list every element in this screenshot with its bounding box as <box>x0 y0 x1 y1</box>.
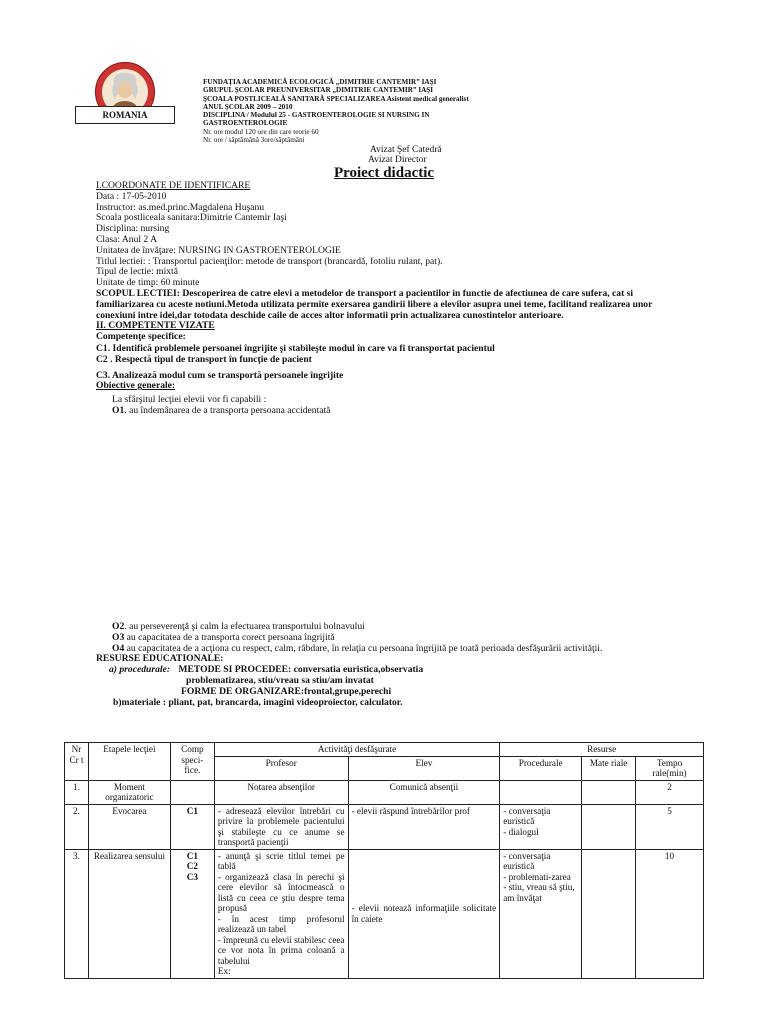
header-line: GASTROENTEROLOGIE <box>203 119 288 128</box>
header-line: ANUL ŞCOLAR 2009 – 2010 <box>203 102 293 111</box>
cell-profesor: - adresează elevilor întrebări cu privire la problemele pacientului şi stabileşte cu ce anume se transportă pacienţii <box>214 804 348 849</box>
info-line: Disciplina: nursing <box>96 223 170 235</box>
resurse-heading: RESURSE EDUCATIONALE: <box>96 653 224 665</box>
header-nr: Nr Cr t <box>65 743 89 781</box>
cell-elev: - elevii notează informaţiile solicitate în caiete <box>348 849 500 978</box>
table-row <box>65 780 704 804</box>
avizat-sef-catedra: Avizat Şef Catedră <box>370 145 442 155</box>
section-heading: II. COMPETENTE VIZATE <box>96 320 215 332</box>
info-line: Unitate de timp: 60 minute <box>96 277 200 289</box>
romania-banner: ROMANIA <box>75 106 175 124</box>
objective-o4: O4 au capacitatea de a acţiona cu respect, calm, răbdare, în relaţia cu persoana îngrijită pe toată perioada desfăşurării activităţii. <box>112 642 603 654</box>
header-materiale: Mate riale <box>582 756 636 780</box>
cell-procedurale: - conversaţia euristică - dialogul <box>500 804 582 849</box>
cell-nr: 1. <box>65 780 89 804</box>
identification-section <box>96 181 696 417</box>
competence-c3: C3. Analizează modul cum se transportă persoanele îngrijite <box>96 369 344 381</box>
table-row <box>65 849 704 978</box>
obiective-label: Obiective generale: <box>96 380 176 392</box>
header-line: GRUPUL ŞCOLAR PREUNIVERSITAR „DIMITRIE CANTEMIR” IAŞI <box>203 86 434 95</box>
objective-o2: O2. au perseverenţă şi calm la efectuarea transportului bolnavului <box>112 621 365 632</box>
header-resurse: Resurse <box>500 743 704 757</box>
cell-tempo: 5 <box>636 804 704 849</box>
table-row <box>65 804 704 849</box>
cell-materiale <box>582 780 636 804</box>
cell-etapa: Realizarea sensului <box>88 849 170 978</box>
header-activitati: Activităţi desfăşurate <box>214 743 499 757</box>
section-heading: I.COORDONATE DE IDENTIFICARE <box>96 180 251 191</box>
header-profesor: Profesor <box>214 756 348 780</box>
competence-c1: C1. Identifică problemele persoanei îngrijite şi stabileşte modul în care va fi transportat pacientul <box>96 342 495 354</box>
procedurale-line: a) procedurale: METODE SI PROCEDEE: conversatia euristica,observatia <box>109 664 424 676</box>
cell-etapa: Evocarea <box>88 804 170 849</box>
cell-procedurale: - conversaţia euristică - problemati-zarea - stiu, vreau să ştiu, am învăţat <box>500 849 582 978</box>
info-line: Instructor: as.med.princ.Magdalena Huşanu <box>96 201 265 213</box>
objectives-continued <box>96 622 696 708</box>
lesson-plan-table <box>64 742 704 979</box>
objective-o1: O1. au îndemânarea de a transporta persoana accidentată <box>112 404 331 416</box>
cell-comp: C1 C2 C3 <box>170 849 214 978</box>
cell-comp <box>170 780 214 804</box>
cell-materiale <box>582 804 636 849</box>
metode-line-2: problematizarea, stiu/vreau sa stiu/am invatat <box>186 674 374 686</box>
cell-profesor: Notarea absenţilor <box>214 780 348 804</box>
school-logo <box>75 62 190 132</box>
header-tempo: Tempo rale(min) <box>636 756 704 780</box>
cell-elev: Comunică absenţii <box>348 780 500 804</box>
objective-o3: O3 au capacitatea de a transporta corect persoana îngrijită <box>112 631 335 643</box>
info-line: Data : 17-05-2010 <box>96 190 167 202</box>
info-line: Clasa: Anul 2 A <box>96 233 158 245</box>
cell-materiale <box>582 849 636 978</box>
header-line: Nr. ore modul 120 ore din care teorie 60 <box>203 127 319 136</box>
competente-label: Competenţe specifice: <box>96 331 186 343</box>
cell-elev: - elevii răspund întrebărilor prof <box>348 804 500 849</box>
cell-tempo: 2 <box>636 780 704 804</box>
info-line: Unitatea de învăţare: NURSING IN GASTROENTEROLOGIE <box>96 244 341 256</box>
materiale-line: b)materiale : pliant, pat, brancarda, imagini videoproiector, calculator. <box>113 696 403 708</box>
forme-organizare: FORME DE ORGANIZARE:frontal,grupe,perechi <box>181 685 392 697</box>
avizat-director: Avizat Director <box>368 155 427 165</box>
cell-nr: 2. <box>65 804 89 849</box>
header-line: DISCIPLINA / Modulul 25 - GASTROENTEROLOGIE SI NURSING IN <box>203 111 430 120</box>
header-procedurale: Procedurale <box>500 756 582 780</box>
cell-comp: C1 <box>170 804 214 849</box>
cell-nr: 3. <box>65 849 89 978</box>
header-line: ŞCOALA POSTLICEALĂ SANITARĂ SPECIALIZAREA Asistent medical generalist <box>203 94 469 103</box>
info-line: Scoala postliceala sanitara:Dimitrie Cantemir Iaşi <box>96 212 287 224</box>
page-title: Proiect didactic <box>333 165 435 181</box>
competence-c2: C2 . Respectă tipul de transport în funcţie de pacient <box>96 353 312 365</box>
header-elev: Elev <box>348 756 500 780</box>
cell-etapa: Moment organizatoric <box>88 780 170 804</box>
info-line: Titlul lectiei: : Transportul pacienţilor: metode de transport (brancardă, fotoliu rulant, pat). <box>96 255 443 267</box>
cell-procedurale <box>500 780 582 804</box>
header-etape: Etapele lecţiei <box>88 743 170 781</box>
header-line: Nr. ore / săptămână 3ore/săptămâni <box>203 136 305 145</box>
cell-profesor: - anunţă şi scrie titlul temei pe tablă - organizează clasa în perechi şi cere elevilor să întocmească o listă cu ceea ce ştiu despre tema propusă - în acest timp profesorul realizează un tabel - împreună cu elevii stabilesc ceea ce vor nota în prima coloană a tabelului Ex: <box>214 849 348 978</box>
institution-header <box>203 78 469 144</box>
objectives-intro: La sfârşitul lecţiei elevii vor fi capabili : <box>112 394 267 406</box>
header-line: FUNDAŢIA ACADEMICĂ ECOLOGICĂ „DIMITRIE CANTEMIR” IAŞI <box>203 78 437 86</box>
lesson-scope: SCOPUL LECTIEI: Descoperirea de catre elevi a metodelor de transport a pacientilor in functie de afectiunea de care sufera, cat si familiarizarea cu aceste notiuni.Metoda utilizata permite exersarea gandirii libere a elevilor asupra unei teme, facilitand realizarea unor conexiuni intre idei,dar totodata deschide caile de acces altor informatii prin actualizarea cunostintelor anterioare. <box>96 287 653 321</box>
info-line: Tipul de lectie: mixtă <box>96 266 178 278</box>
cell-tempo: 10 <box>636 849 704 978</box>
header-comp: Comp speci-fice. <box>170 743 214 781</box>
